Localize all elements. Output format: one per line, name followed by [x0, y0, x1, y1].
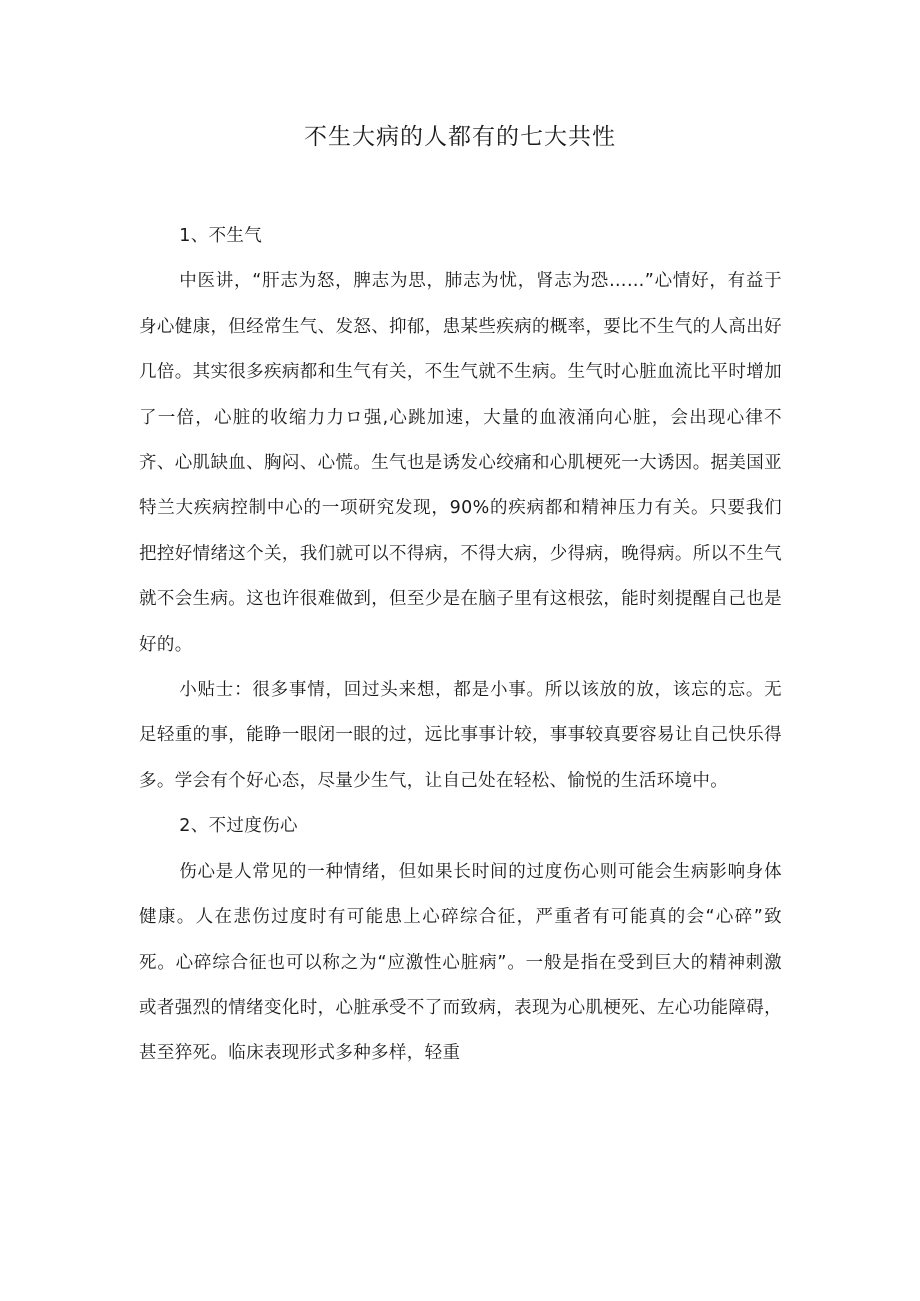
section-2 [139, 804, 782, 1076]
document-title: 不生大病的人都有的七大共性 [304, 124, 616, 150]
body-paragraph: 中医讲，“肝志为怒，脾志为思，肺志为忧，肾志为恐……”心情好，有益于身心健康，但经常生气、发怒、抑郁，患某些疾病的概率，要比不生气的人高出好几倍。其实很多疾病都和生气有关，不生气就不生病。生气时心脏血流比平时增加了一倍，心脏的收缩力力ロ强,心跳加速，大量的血液涌向心脏，会出现心律不齐、心肌缺血、胸闷、心慌。生气也是诱发心绞痛和心肌梗死一大诱因。据美国亚特兰大疾病控制中心的一项研究发现，90%的疾病都和精神压力有关。只要我们把控好情绪这个关，我们就可以不得病，不得大病，少得病，晚得病。所以不生气就不会生病。这也许很难做到，但至少是在脑子里有这根弦，能时刻提醒自己也是好的。 [139, 271, 782, 655]
document-body [139, 214, 782, 1077]
section-heading: 1、不生气 [179, 226, 263, 246]
body-paragraph: 伤心是人常见的一种情绪，但如果长时间的过度伤心则可能会生病影响身体健康。人在悲伤过度时有可能患上心碎综合征，严重者有可能真的会“心碎”致死。心碎综合征也可以称之为“应激性心脏病”。一般是指在受到巨大的精神刺激或者强烈的情绪变化时，心脏承受不了而致病，表现为心肌梗死、左心功能障碍，甚至猝死。临床表现形式多种多样，轻重 [139, 861, 782, 1064]
section-heading: 2、不过度伤心 [179, 816, 298, 837]
section-1 [139, 214, 782, 804]
tip-paragraph: 小贴士：很多事情，回过头来想，都是小事。所以该放的放，该忘的忘。无足轻重的事，能睁一眼闭一眼的过，远比事事计较，事事较真要容易让自己快乐得多。学会有个好心态，尽量少生气，让自己处在轻松、愉悦的生活环境中。 [139, 680, 782, 791]
